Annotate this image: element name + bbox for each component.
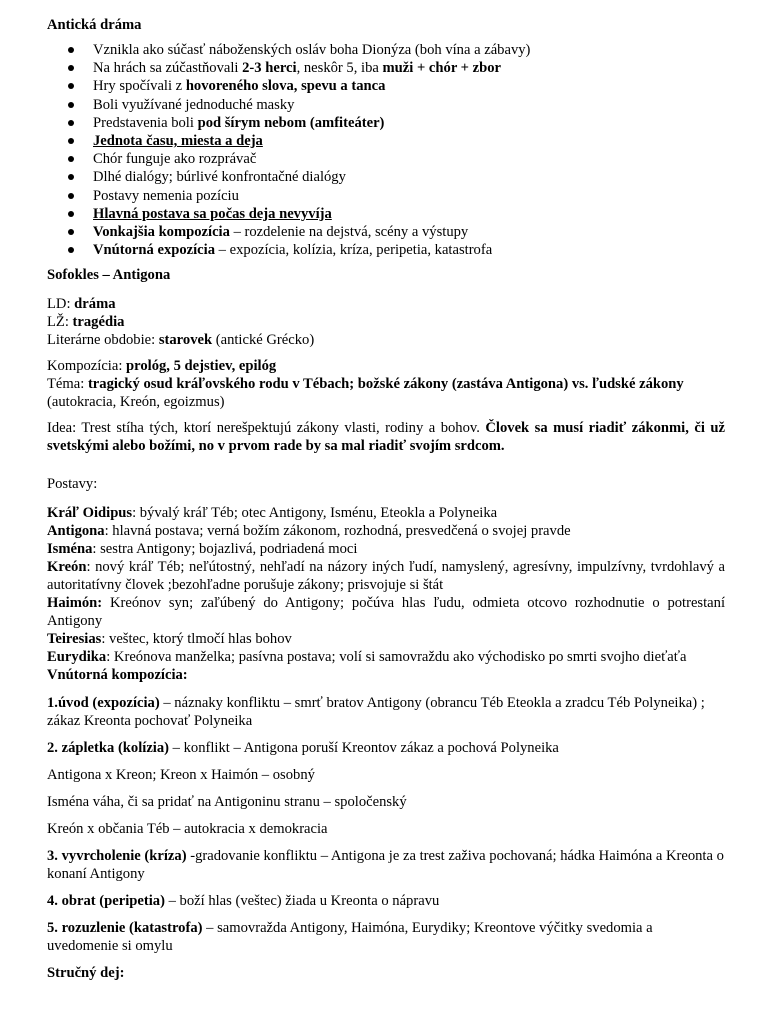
character-entry (47, 648, 725, 666)
text-run: -gradovanie konfliktu – Antigona je za trest zaživa pochovaná; hádka Haimóna a Kreonta o konaní Antigony (47, 848, 724, 883)
composition-item (47, 847, 725, 883)
composition-block (47, 357, 725, 411)
character-entry (47, 504, 725, 522)
character-name: Eurydika (47, 649, 107, 666)
text-run: – boží hlas (veštec) žiada u Kreonta o nápravu (164, 893, 440, 910)
text-run: – rozdelenie na dejstvá, scény a výstupy (229, 223, 469, 240)
bullet-item (47, 168, 725, 186)
bullet-icon (68, 211, 74, 217)
character-name: Kráľ Oidipus (47, 505, 133, 522)
composition-item (47, 694, 725, 730)
characters-list (47, 504, 725, 666)
character-description: : hlavná postava; verná božím zákonom, rozhodná, presvedčená o svojej pravde (104, 523, 571, 540)
text-run: Na hrách sa zúčastňovali (93, 60, 243, 77)
bullet-icon (68, 102, 74, 108)
bullet-icon (68, 193, 74, 199)
text-run: Vnútorná expozícia (93, 242, 216, 259)
text-run: Chór funguje ako rozprávač (93, 151, 257, 168)
composition-item (47, 892, 725, 910)
text-run: – samovražda Antigony, Haimóna, Eurydiky; Kreontove výčitky svedomia a uvedomenie si omylu (47, 920, 653, 955)
bullet-icon (68, 138, 74, 144)
character-entry (47, 630, 725, 648)
text-run: Boli využívané jednoduché masky (93, 96, 295, 113)
text-run: 2. zápletka (kolízia) (47, 740, 170, 757)
text-run: pod šírym nebom (amfiteáter) (197, 114, 385, 131)
text-run: , neskôr 5, iba (296, 60, 383, 77)
document-page (47, 16, 725, 989)
text-run: hovoreného slova, spevu a tanca (185, 78, 386, 95)
lz-line: LŽ: tragédia (47, 314, 125, 331)
bullet-item (47, 41, 725, 59)
text-run: 1.úvod (expozícia) (47, 695, 160, 712)
text-run: 5. rozuzlenie (katastrofa) (47, 920, 203, 937)
text-run: Dlhé dialógy; búrlivé konfrontačné dialógy (93, 169, 346, 186)
character-name: Isména (47, 541, 93, 558)
bullet-item (47, 205, 725, 223)
bullet-item (47, 223, 725, 241)
character-entry (47, 594, 725, 630)
classification-block (47, 295, 725, 349)
character-name: Haimón: (47, 595, 103, 612)
text-run: 4. obrat (peripetia) (47, 893, 165, 910)
bullet-item (47, 59, 725, 77)
bullet-item (47, 96, 725, 114)
text-run: – náznaky konfliktu – smrť bratov Antigony (obrancu Téb Eteokla a zradcu Téb Polyneika) ; zákaz Kreonta pochovať Polyneika (47, 695, 705, 730)
composition-item (47, 793, 725, 811)
bullet-icon (68, 83, 74, 89)
text-run: Vonkajšia kompozícia (93, 223, 230, 240)
character-description: : nový kráľ Téb; neľútostný, nehľadí na názory iných ľudí, namyslený, agresívny, impulzívny, tvrdohlavý a autoritatívny človek ;bezohľadne porušuje zákony; prisvojuje si štát (47, 559, 725, 594)
text-run: Jednota času, miesta a deja (93, 132, 263, 149)
bullet-icon (68, 174, 74, 180)
text-run: Hlavná postava sa počas deja nevyvíja (93, 205, 332, 222)
bullet-icon (68, 65, 74, 71)
bullet-icon (68, 120, 74, 126)
character-name: Antigona (47, 523, 105, 540)
text-run: Vznikla ako súčasť náboženských osláv boha Dionýza (boh vína a zábavy) (93, 42, 531, 58)
composition-item (47, 820, 725, 838)
character-description: : Kreónova manželka; pasívna postava; volí si samovraždu ako východisko po smrti svojho dieťaťa (106, 649, 687, 666)
bullet-list (47, 41, 725, 259)
text-run: 2-3 herci (242, 60, 297, 77)
theme-line: Téma: tragický osud kráľovského rodu v Tébach; božské zákony (zastáva Antigona) vs. ľudské zákony (autokracia, Kreón, egoizmus) (47, 376, 684, 411)
character-entry (47, 522, 725, 540)
character-entry (47, 540, 725, 558)
composition-item (47, 739, 725, 757)
character-description: : sestra Antigony; bojazlivá, podriadená moci (92, 541, 358, 558)
bullet-icon (68, 247, 74, 253)
bullet-icon (68, 156, 74, 162)
character-description: Kreónov syn; zaľúbený do Antigony; počúva hlas ľudu, odmieta otcovo rozhodnutie o potrestaní Antigony (47, 595, 725, 630)
characters-heading: Postavy: (47, 476, 98, 493)
inner-composition-heading: Vnútorná kompozícia: (47, 667, 188, 684)
composition-item (47, 919, 725, 955)
summary-heading: Stručný dej: (47, 965, 125, 982)
character-description: : veštec, ktorý tlmočí hlas bohov (101, 631, 292, 648)
section-heading-antigona: Sofokles – Antigona (47, 267, 171, 284)
bullet-item (47, 132, 725, 150)
ld-line: LD: dráma (47, 296, 116, 313)
section-heading-anticka-drama: Antická dráma (47, 17, 142, 33)
idea-paragraph: Idea: Trest stíha tých, ktorí nerešpektujú zákony vlasti, rodiny a bohov. Človek sa musí riadiť zákonmi, či už svetskými alebo božími, no v prvom rade by sa mal riadiť svojím srdcom. (47, 420, 725, 455)
text-run: – expozícia, kolízia, kríza, peripetia, katastrofa (215, 242, 493, 259)
bullet-item (47, 187, 725, 205)
bullet-icon (68, 229, 74, 235)
text-run: – konflikt – Antigona poruší Kreontov zákaz a pochová Polyneika (169, 740, 559, 757)
inner-composition-list (47, 694, 725, 955)
text-run: muži + chór + zbor (382, 60, 502, 77)
era-line: Literárne obdobie: starovek (antické Grécko) (47, 332, 315, 349)
character-name: Teiresias (47, 631, 102, 648)
bullet-icon (68, 47, 74, 53)
text-run: Isména váha, či sa pridať na Antigoninu stranu – spoločenský (47, 794, 407, 811)
text-run: Kreón x občania Téb – autokracia x demokracia (47, 821, 328, 838)
text-run: Antigona x Kreon; Kreon x Haimón – osobný (47, 767, 315, 784)
text-run: 3. vyvrcholenie (kríza) (47, 848, 187, 865)
bullet-item (47, 114, 725, 132)
text-run: Postavy nemenia pozíciu (93, 187, 239, 204)
composition-item (47, 766, 725, 784)
bullet-item (47, 150, 725, 168)
composition-line: Kompozícia: prológ, 5 dejstiev, epilóg (47, 358, 277, 375)
character-description: : bývalý kráľ Téb; otec Antigony, Isménu, Eteokla a Polyneika (132, 505, 498, 522)
bullet-item (47, 241, 725, 259)
character-name: Kreón (47, 559, 87, 576)
character-entry (47, 558, 725, 594)
text-run: Hry spočívali z (93, 78, 186, 95)
bullet-item (47, 77, 725, 95)
text-run: Predstavenia boli (93, 114, 198, 131)
